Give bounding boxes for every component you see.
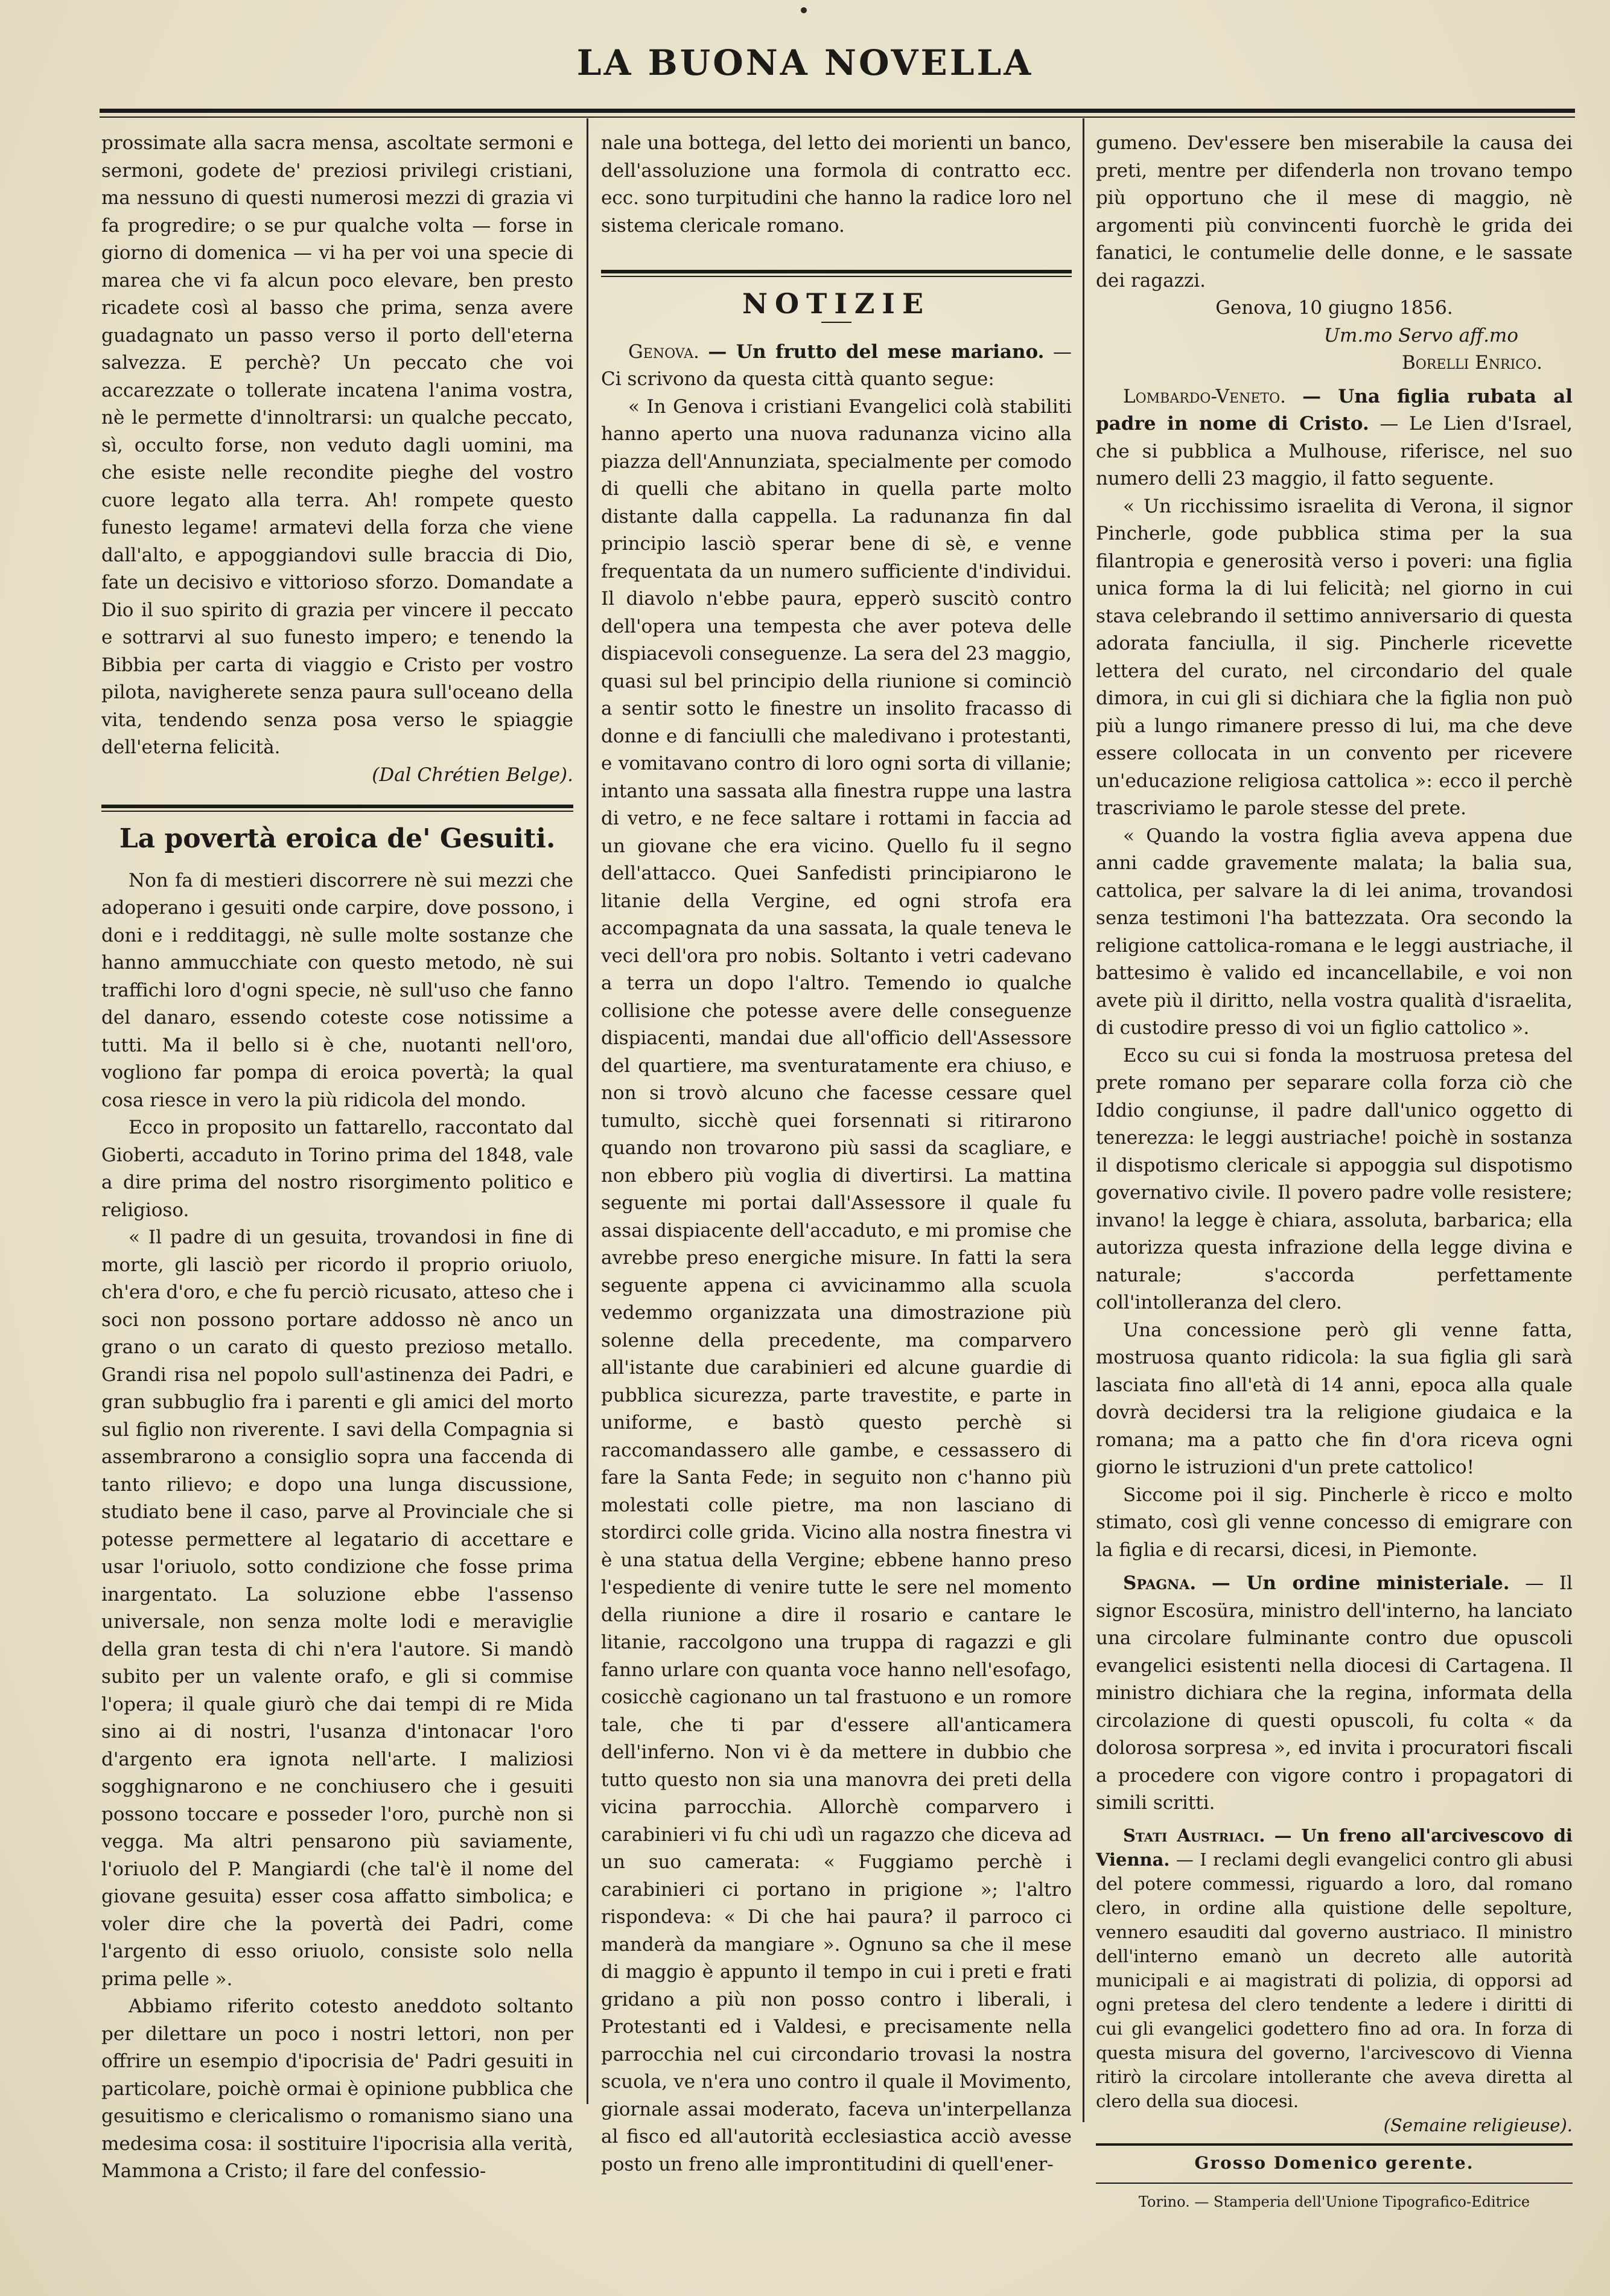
news-place: Spagna. — [1123, 1572, 1197, 1594]
heading-dash — [821, 322, 851, 323]
closing: Um.mo Servo aff.mo — [1323, 324, 1518, 346]
section-heading: NOTIZIE — [742, 287, 931, 320]
news-title: — Una figlia rubata al padre in nome di Cristo. — [1096, 385, 1573, 435]
news-paragraph: « In Genova i cristiani Evangelici colà stabiliti hanno aperto una nuova radunanza vicino alla piazza dell'Annunziata, specialmente per comodo di quelli che abitano in quella parte molto distante dalla cappella. La radunanza fin dal principio lasciò sperar bene di sè, e venne frequentata da un numero sufficiente d'individui. Il diavolo n'ebbe paura, epperò suscitò contro dell'opera una tempesta che aver poteva delle dispiacevoli conseguenze. La sera del 23 maggio, quasi sul bel principio della riunione si cominciò a sentir sotto le finestre un insolito fracasso di donne e di fanciulli che maledivano i protestanti, e vomitavano contro di loro ogni sorta di villanie; intanto una sassata alla finestra ruppe una lastra di vetro, e ne fece saltare i rottami in faccia ad un giovane che era vicino. Quello fu il segno dell'attacco. Quei Sanfedisti principiarono le litanie della Vergine, ed ogni strofa era accompagnata da una sassata, la quale teneva le veci dell'ora pro nobis. Soltanto i vetri cadevano a terra un dopo l'altro. Temendo io qualche collisione che potesse avere delle conseguenze dispiacenti, mandai due all'officio dell'Assessore del quartiere, ma sventuratamente era chiuso, e non si trovò alcuno che facesse cessare quel tumulto, sicchè quei forsennati si ritirarono quando non trovarono più sassi da scagliare, e non ebbero più voglia di divertirsi. La mattina seguente mi portai dall'Assessore il quale fu assai dispiacente dell'accaduto, e mi promise che avrebbe preso energiche misure. In fatti la sera seguente appena ci avvicinammo alla scuola vedemmo organizzata una dimostrazione più solenne della precedente, ma comparvero all'istante due carabinieri ed alcune guardie di pubblica sicurezza, parte travestite, e parte in uniforme, e bastò questo perchè si raccomandassero alle gambe, e cessassero di fare la Santa Fede; in seguito non c'hanno più molestati colle pietre, ma non lasciano di stordirci colle grida. Vicino alla nostra finestra vi è una statua della Vergine; ebbene hanno preso l'espediente di venire tutte le sere nel momento della riunione a dire il rosario e cantare le litanie, raccolgono una truppa di ragazzi e gli fanno urlare con quanta voce hanno nell'esofago, cosicchè cagionano un tal frastuono e un romore tale, che ti par d'essere all'anticamera dell'inferno. Non vi è da mettere in dubbio che tutto questo non sia una manovra dei preti della vicina parrocchia. Allorchè comparvero i carabinieri vi fu chi udì un ragazzo che diceva ad un suo camerata: « Fuggiamo perchè i carabinieri ci portano in prigione »; l'altro rispondeva: « Di che hai paura? il parroco ci manderà da mangiare ». Ognuno sa che il mese di maggio è appunto il tempo in cui i preti e frati gridano a più non posso contro i liberali, i Protestanti ed i Valdesi, e precisamente nella parrocchia nel cui circondario trovasi la nostra scuola, ve n'era uno contro il quale il Movimento, giornale assai moderato, faceva un'interpellanza al fisco ed all'autorità ecclesiastica acciò avesse posto un freno alle improntitudini di quell'ener- — [601, 395, 1072, 2175]
news-title: — Un ordine ministeriale. — [1211, 1572, 1510, 1594]
news-place: Stati Austriaci. — [1123, 1825, 1265, 1846]
news-title: — Un freno all'arcivescovo di Vienna. — [1096, 1825, 1573, 1870]
section-rule-thin — [101, 811, 573, 812]
news-text: — I reclami degli evangelici contro gli abusi del potere commessi, riguardo a loro, dal romano clero, in ordine alla quistione delle sepolture, vennero esauditi dal governo austriaco. Il ministro dell'interno emanò un decreto alle autorità municipali e ai magistrati di polizia, di opporsi ad ogni pretesa del clero tendente a ledere i diritti di cui gli evangelici godettero fino ad ora. In forza di questa misura del governo, l'arcivescovo di Vienna ritirò la circolare intollerante che aveva diretta al clero della sua diocesi. — [1096, 1849, 1573, 2111]
signature: Borelli Enrico. — [1401, 352, 1542, 374]
news-place: Lombardo-Veneto. — [1123, 385, 1286, 407]
news-paragraph: Una concessione però gli venne fatta, mostruosa quanto ridicola: la sua figlia gli sarà lasciata fino all'età di 14 anni, epoca alla quale dovrà decidersi tra la religione giudaica e la romana; ma a patto che fin d'ora riceva ogni giorno le istruzioni d'un prete cattolico! — [1096, 1319, 1573, 1478]
article-paragraph: Ecco in proposito un fattarello, raccontato dal Gioberti, accaduto in Torino prima del 1848, vale a dire prima del nostro risorgimento politico e religioso. — [101, 1117, 573, 1221]
article-title: La povertà eroica de' Gesuiti. — [119, 823, 556, 854]
news-place: Genova. — [628, 340, 699, 363]
section-rule-thin — [601, 276, 1072, 277]
masthead-rule-thin — [100, 116, 1575, 118]
article-source: (Dal Chrétien Belge). — [372, 764, 573, 786]
news-text: — Il signor Escosüra, ministro dell'interno, ha lanciato una circolare fulminante contro due opuscoli evangelici esistenti nella diocesi di Cartagena. Il ministro dichiara che la regina, informata della circolazione di questi opuscoli, fu colta « da dolorosa sorpresa », ed invita i procuratori fiscali a procedere con vigore contro i propagatori di simili scritti. — [1096, 1572, 1573, 1814]
news-paragraph: Siccome poi il sig. Pincherle è ricco e molto stimato, così gli venne concesso di emigrare con la figlia e di recarsi, dicesi, in Piemonte. — [1096, 1484, 1573, 1561]
news-paragraph: Ecco su cui si fonda la mostruosa pretesa del prete romano per separare colla forza ciò che Iddio congiunse, il padre dall'unico oggetto di tenerezza: le leggi austriache! poichè in sostanza il dispotismo clericale si appoggia sul dispotismo governativo civile. Il povero padre volle resistere; invano! la legge è chiara, assoluta, barbarica; ella autorizza questa infrazione della legge divina e naturale; s'accorda perfettamente coll'intolleranza del clero. — [1096, 1044, 1573, 1313]
article-paragraph: Non fa di mestieri discorrere nè sui mezzi che adoperano i gesuiti onde carpire, dove possono, i doni e i redditaggi, nè sulle molte sostanze che hanno ammucchiate con questo metodo, nè sui traffichi loro d'ogni specie, nè sull'uso che fanno del danaro, essendo coteste cose notissime a tutti. Ma il bello si è che, nuotanti nell'oro, vogliono far pompa di eroica povertà; la qual cosa riesce in vero la più ridicola del mondo. — [101, 869, 573, 1111]
article-paragraph: Abbiamo riferito cotesto aneddoto soltanto per dilettare un poco i nostri lettori, non per offrire un esempio d'ipocrisia de' Padri gesuiti in particolare, poichè ormai è opinione pubblica che gesuitismo e clericalismo o romanismo siano una medesima cosa: il sostituire l'ipocrisia alla verità, Mammona a Cristo; il fare del confessio- — [101, 1995, 573, 2182]
footer-rule-thin — [1096, 2183, 1573, 2184]
news-lead: — Ci scrivono da questa città quanto segue: — [601, 340, 1072, 390]
section-rule — [101, 805, 573, 808]
ink-mark — [801, 7, 807, 13]
article-continuation: nale una bottega, del letto dei morienti un banco, dell'assoluzione una formola di contratto ecc. ecc. sono turpitudini che hanno la radice loro nel sistema clericale romano. — [601, 132, 1072, 237]
footer-rule — [1096, 2143, 1573, 2146]
news-title: — Un frutto del mese mariano. — [708, 340, 1045, 363]
article-continuation: prossimate alla sacra mensa, ascoltate sermoni e sermoni, godete de' preziosi privilegi cristiani, ma nessuno di questi numerosi mezzi di grazia vi fa progredire; o se pur qualche volta — forse in giorno di domenica — vi ha per voi una specie di marea che vi fa alcun poco elevare, ben presto ricadete così al basso che prima, senza avere guadagnato un passo verso il porto dell'eterna salvezza. E perchè? Un peccato che voi accarezzate o tollerate incatena l'anima vostra, nè le permette d'innoltrarsi: un qualche peccato, sì, occulto forse, non veduto dagli uomini, ma che esiste nelle recondite pieghe del vostro cuore legato alla terra. Ah! rompete questo funesto legame! armatevi della forza che viene dall'alto, e appoggiandovi sulle braccia di Dio, fate un decisivo e vittorioso sforzo. Domandate a Dio il suo spirito di grazia per vincere il peccato e sottrarvi al suo funesto impero; e tenendo la Bibbia per carta di viaggio e Cristo per vostro pilota, navigherete senza paura sull'oceano della vita, tendendo senza posa verso le spiaggie dell'eterna felicità. — [101, 132, 573, 758]
news-paragraph: « Un ricchissimo israelita di Verona, il signor Pincherle, gode pubblica stima per la sua filantropia e generosità verso i poveri: una figlia unica forma la di lui felicità; nel giorno in cui stava celebrando il settimo anniversario di questa adorata fanciulla, il sig. Pincherle ricevette lettera del curato, nel circondario del quale dimora, in cui gli si dichiara che la figlia non può più a lungo rimanere presso di lui, ma che deve essere collocata in un convento per ricevere un'educazione religiosa cattolica »: ecco il perchè trascriviamo le parole stesse del prete. — [1096, 495, 1573, 819]
masthead: LA BUONA NOVELLA — [576, 42, 1034, 83]
article-paragraph: « Il padre di un gesuita, trovandosi in fine di morte, gli lasciò per ricordo il proprio oriuolo, ch'era d'oro, e che fu perciò ricusato, atteso che i soci non possono portare addosso nè anco un grano o un carato di questo prezioso metallo. Grandi risa nel popolo sull'astinenza dei Padri, e gran subbuglio fra i parenti e gli amici del morto sul figlio non riverente. I savi della Compagnia si assembrarono a consiglio sopra una faccenda di tanto rilievo; e dopo una lunga discussione, studiato bene il caso, parve al Provinciale che si potesse permettere al legatario di accettare e usar l'oriuolo, sotto condizione che fosse prima inargentato. La soluzione ebbe l'assenso universale, non senza molte lodi e meraviglie della gran testa di chi n'era l'autore. Si mandò subito per un valente orafo, e gli si commise l'opera; il quale giurò che dai tempi di re Mida sino ai di nostri, l'usanza d'intonacar l'oro d'argento era ignota nell'arte. I maliziosi sogghignarono e ne conchiusero che i gesuiti possono toccare e posseder l'oro, purchè non si vegga. Ma altri pensarono più saviamente, l'oriuolo del P. Mangiardi (che tal'è il nome del giovane gesuita) esser cosa affatto simbolica; e voler dire che la povertà dei Padri, come l'argento di esso oriuolo, consiste solo nella prima pelle ». — [101, 1226, 573, 1990]
column-1 — [101, 130, 573, 2186]
printer-line: Torino. — Stamperia dell'Unione Tipografico-Editrice — [1138, 2193, 1530, 2210]
article-source: (Semaine religieuse). — [1383, 2114, 1573, 2135]
column-divider-2 — [1083, 118, 1084, 2122]
news-lead: — Le Lien d'Israel, che si pubblica a Mulhouse, riferisce, nel suo numero delli 23 maggio, il fatto seguente. — [1096, 413, 1573, 489]
column-3 — [1096, 130, 1573, 2216]
column-2 — [601, 130, 1072, 2178]
masthead-rule — [100, 109, 1575, 113]
editor-line: Grosso Domenico gerente. — [1194, 2152, 1474, 2173]
dateline: Genova, 10 giugno 1856. — [1215, 297, 1453, 319]
news-paragraph: « Quando la vostra figlia aveva appena due anni cadde gravemente malata; la balia sua, cattolica, per salvare la di lei anima, trovandosi senza testimoni l'ha battezzata. Ora secondo la religione cattolica-romana e le leggi austriache, il battesimo è valido ed incancellabile, e voi non avete più il diritto, nella vostra qualità d'israelita, di custodire presso di voi un figlio cattolico ». — [1096, 824, 1573, 1039]
section-rule — [601, 270, 1072, 273]
article-continuation: gumeno. Dev'essere ben miserabile la causa dei preti, mentre per difenderla non trovano tempo più opportuno che il mese di maggio, nè argomenti più convincenti fuorchè le grida dei fanatici, le contumelie delle donne, e le sassate dei ragazzi. — [1096, 132, 1573, 292]
column-divider-1 — [587, 118, 588, 2104]
